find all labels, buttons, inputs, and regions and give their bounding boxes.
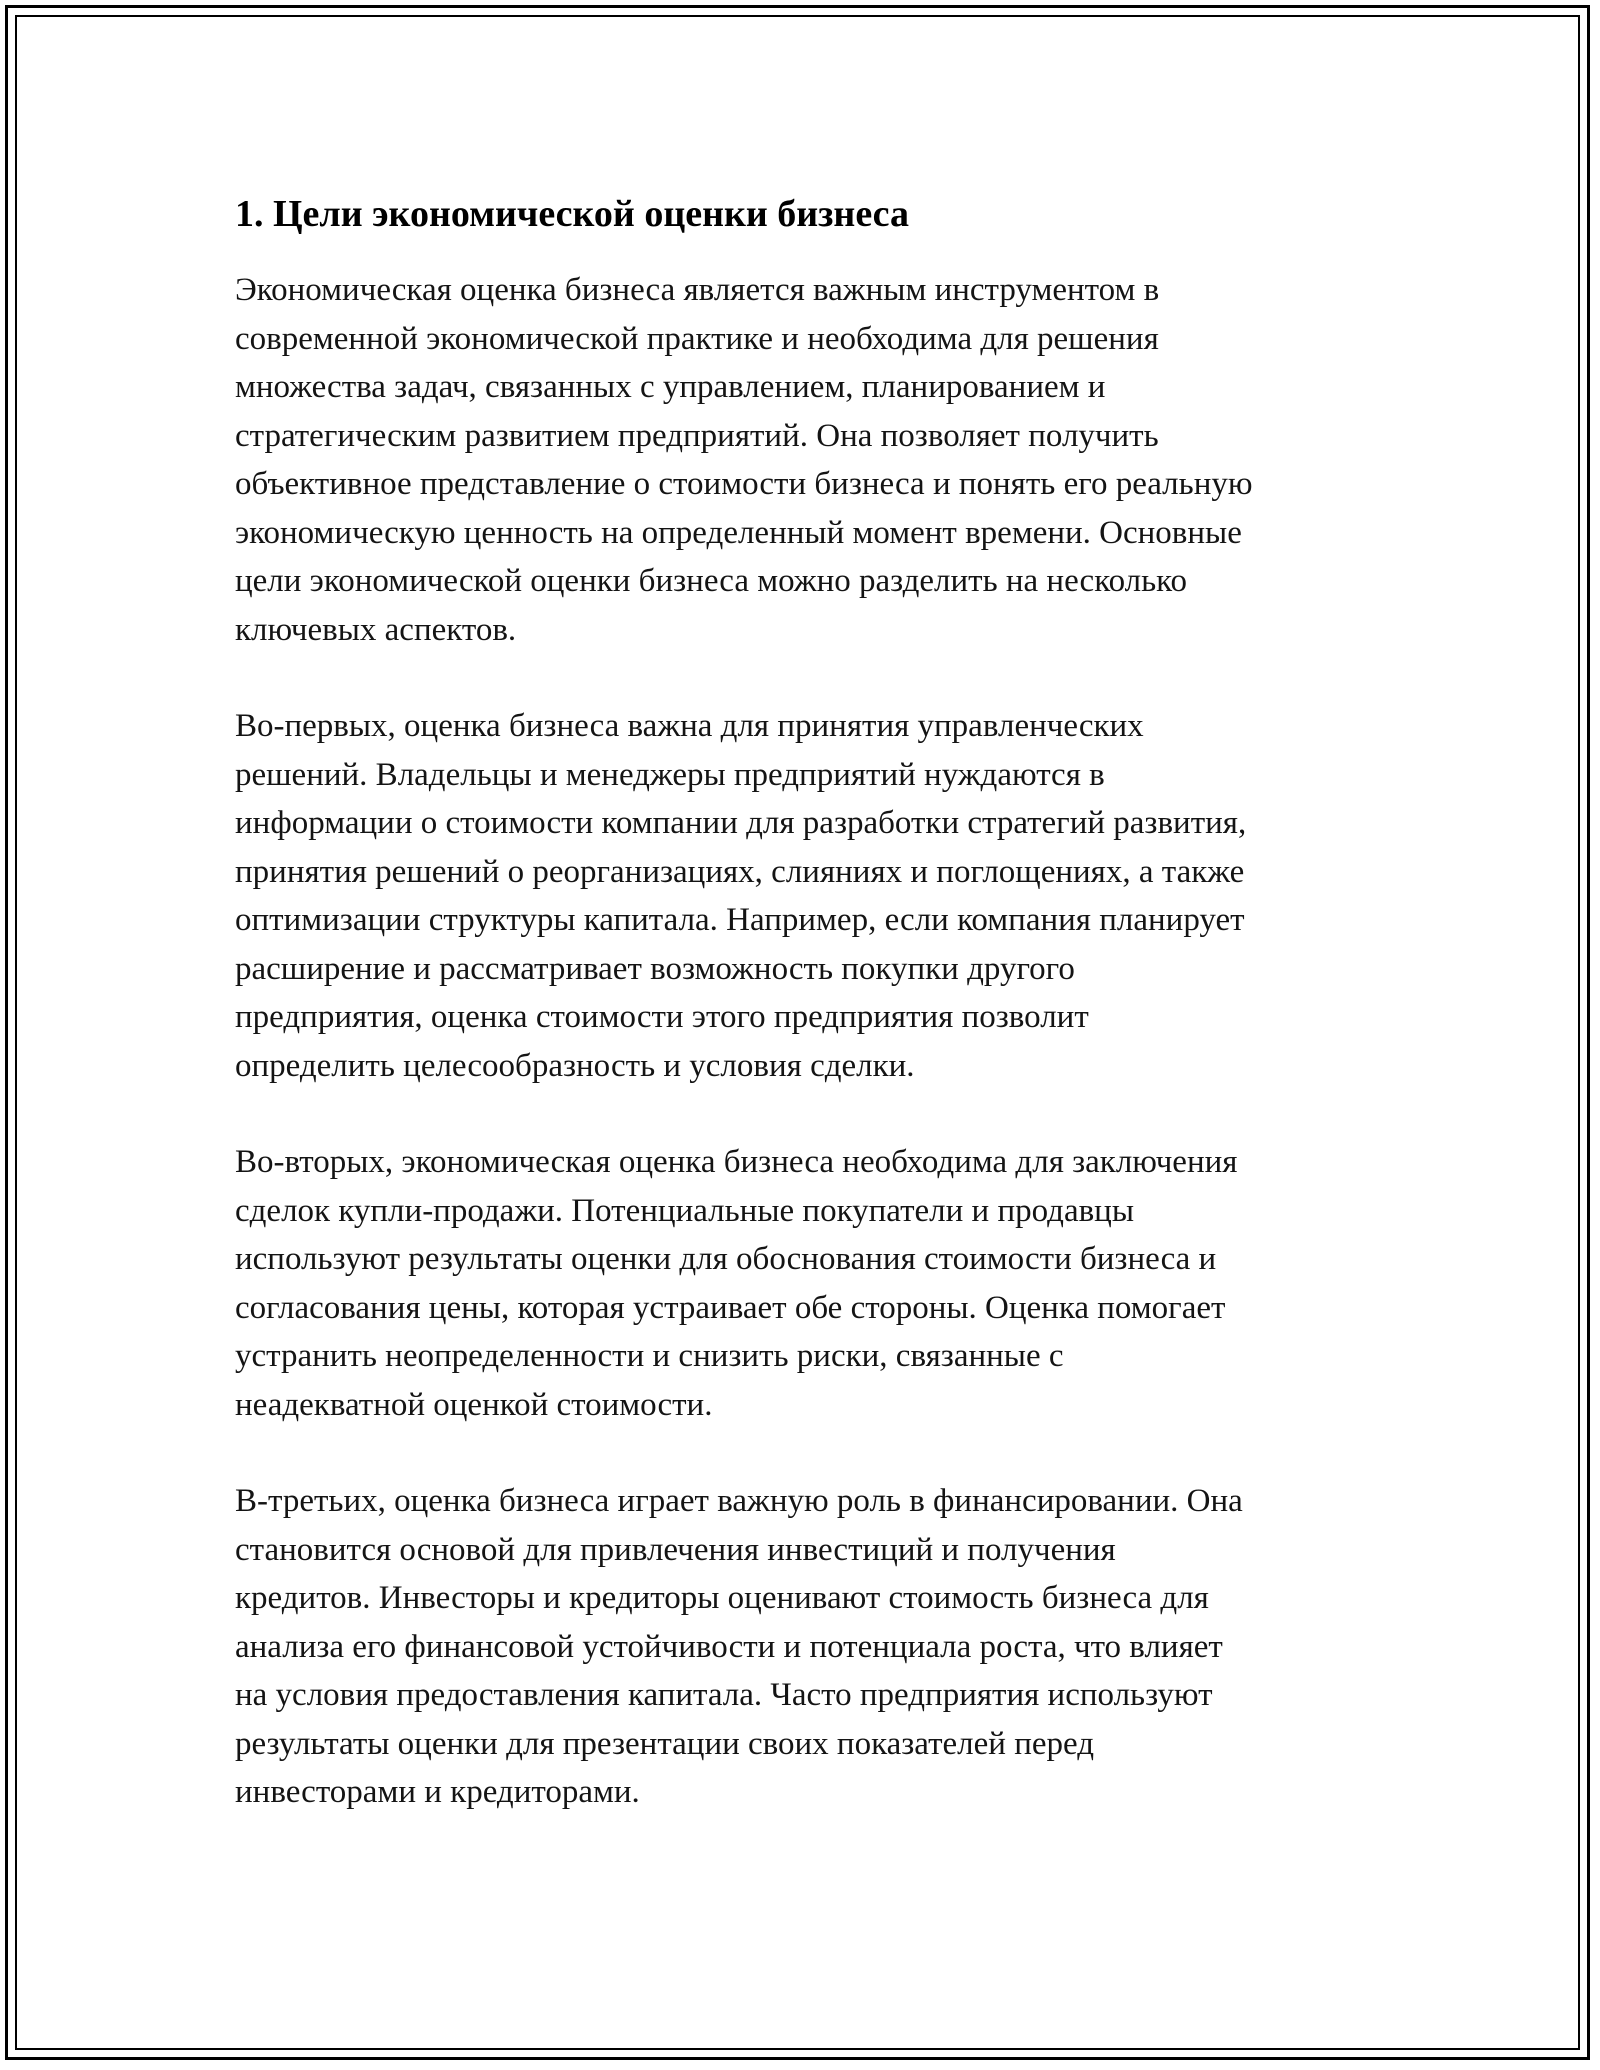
text-line: используют результаты оценки для обоснования стоимости бизнеса и bbox=[235, 1241, 1217, 1277]
text-line: множества задач, связанных с управлением, планированием и bbox=[235, 369, 1106, 405]
paragraph bbox=[235, 266, 1375, 654]
section-heading: 1. Цели экономической оценки бизнеса bbox=[235, 193, 909, 235]
text-line: объективное представление о стоимости бизнеса и понять его реальную bbox=[235, 466, 1253, 502]
text-line: цели экономической оценки бизнеса можно разделить на несколько bbox=[235, 563, 1188, 599]
text-line: предприятия, оценка стоимости этого предприятия позволит bbox=[235, 999, 1089, 1035]
paragraph bbox=[235, 1477, 1375, 1817]
text-line: Во-первых, оценка бизнеса важна для принятия управленческих bbox=[235, 708, 1144, 744]
text-line: современной экономической практике и необходима для решения bbox=[235, 320, 1159, 357]
text-line: оптимизации структуры капитала. Например, если компания планирует bbox=[235, 902, 1245, 938]
text-line: Экономическая оценка бизнеса является важным инструментом в bbox=[235, 272, 1160, 308]
text-line: становится основой для привлечения инвестиций и получения bbox=[235, 1531, 1116, 1568]
text-line: согласования цены, которая устраивает обе стороны. Оценка помогает bbox=[235, 1289, 1226, 1326]
text-line: ключевых аспектов. bbox=[235, 611, 517, 648]
text-line: результаты оценки для презентации своих показателей перед bbox=[235, 1725, 1094, 1762]
text-line: стратегическим развитием предприятий. Она позволяет получить bbox=[235, 417, 1159, 454]
text-line: Во-вторых, экономическая оценка бизнеса необходима для заключения bbox=[235, 1144, 1238, 1180]
text-line: устранить неопределенности и снизить риски, связанные с bbox=[235, 1338, 1064, 1374]
text-line: на условия предоставления капитала. Часто предприятия используют bbox=[235, 1677, 1213, 1713]
text-line: определить целесообразность и условия сделки. bbox=[235, 1047, 915, 1084]
text-line: информации о стоимости компании для разработки стратегий развития, bbox=[235, 805, 1247, 841]
paragraph-list bbox=[235, 266, 1375, 1817]
paragraph bbox=[235, 702, 1375, 1090]
text-line: принятия решений о реорганизациях, слияниях и поглощениях, а также bbox=[235, 853, 1245, 890]
text-line: расширение и рассматривает возможность покупки другого bbox=[235, 950, 1075, 987]
text-line: анализа его финансовой устойчивости и потенциала роста, что влияет bbox=[235, 1628, 1223, 1665]
text-line: экономическую ценность на определенный момент времени. Основные bbox=[235, 514, 1242, 551]
paragraph bbox=[235, 1138, 1375, 1429]
text-line: неадекватной оценкой стоимости. bbox=[235, 1386, 713, 1423]
document-body bbox=[235, 188, 1375, 1865]
text-line: В-третьих, оценка бизнеса играет важную роль в финансировании. Она bbox=[235, 1483, 1243, 1519]
text-line: кредитов. Инвесторы и кредиторы оценивают стоимость бизнеса для bbox=[235, 1580, 1209, 1616]
text-line: инвесторами и кредиторами. bbox=[235, 1774, 640, 1810]
text-line: решений. Владельцы и менеджеры предприятий нуждаются в bbox=[235, 756, 1105, 793]
text-line: сделок купли-продажи. Потенциальные покупатели и продавцы bbox=[235, 1192, 1135, 1229]
